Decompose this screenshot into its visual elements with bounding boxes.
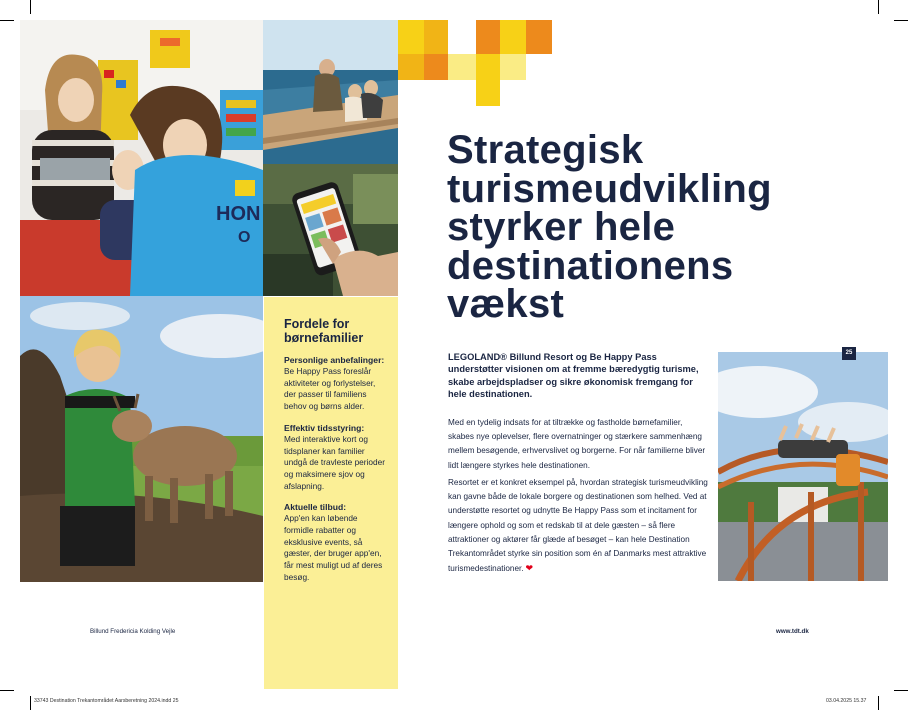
heart-icon: ❤ xyxy=(525,563,534,574)
print-slug-file: 33743 Destination Trekantområdet Aarsberetning 2024.indd 25 xyxy=(34,698,179,704)
crop-mark xyxy=(30,0,31,14)
page-title xyxy=(447,128,867,327)
sidebar-item-text: App'en kan løbende formidle rabatter og eksklusive events, så gæster, der bruger app'en, får mest muligt ud af deres besøg. xyxy=(284,513,383,582)
body-paragraph xyxy=(448,476,708,576)
photo-family-pier xyxy=(263,20,398,164)
crop-mark xyxy=(30,696,31,710)
crop-mark xyxy=(0,690,14,691)
title-line: destinationens xyxy=(447,243,734,288)
sidebar-benefits xyxy=(264,297,398,689)
title-line: Strategisk xyxy=(447,128,644,172)
page-number: 25 xyxy=(842,347,856,360)
crop-mark xyxy=(878,696,879,710)
sidebar-title: Fordele for børnefamilier xyxy=(284,317,364,345)
sidebar-item-heading: Effektiv tidsstyring: xyxy=(284,422,365,433)
body-paragraph: Med en tydelig indsats for at tiltrække og fastholde børnefamilier, skabes nye oplevelser, flere overnatninger og stærkere sammenhæng mellem besøgende, erhvervslivet og borgerne. For når familierne bliver lidt længere styrkes hele destinationen. xyxy=(448,418,706,470)
photo-boy-goat xyxy=(20,296,263,582)
crop-mark xyxy=(894,690,908,691)
svg-text:HON: HON xyxy=(216,203,261,225)
sidebar-item-heading: Aktuelle tilbud: xyxy=(284,502,347,513)
svg-text:O: O xyxy=(238,229,251,246)
photo-children-lego xyxy=(20,20,263,296)
footer-cities: Billund Fredericia Kolding Vejle xyxy=(90,628,176,635)
print-slug-date: 03.04.2025 15.37 xyxy=(826,698,867,704)
title-line: styrker hele xyxy=(447,205,676,250)
pixel-pattern xyxy=(398,20,552,106)
body-paragraph-text: Resortet er et konkret eksempel på, hvordan strategisk turismeudvikling kan gavne både de lokale borgere og destinationen som helhed. Ved at understøtte resortet og udnytte Be Happy Pass som et incitament for længere ophold og som et redskab til at dele gæsten – så flere attraktioner og aktører får glæde af besøget – kan hele Destination Trekantområdet styrke sin position som én af Danmarks mest attraktive turismedestinationer. xyxy=(448,478,708,574)
crop-mark xyxy=(894,20,908,21)
sidebar-item-text: Med interaktive kort og tidsplaner kan familier undgå de travleste perioder og maksimere sjov og afslapning. xyxy=(284,433,386,491)
lead-paragraph: LEGOLAND® Billund Resort og Be Happy Pass understøtter visionen om at fremme bæredygtig turisme, skabe arbejdspladser og sikre økonomisk fremgang for hele destinationen. xyxy=(448,352,699,399)
sidebar-item-text: Be Happy Pass foreslår aktiviteter og forlystelser, der passer til familiens behov og børns alder. xyxy=(284,366,376,412)
footer-website-link[interactable]: www.tdt.dk xyxy=(776,628,809,635)
crop-mark xyxy=(878,0,879,14)
photo-phone-app xyxy=(263,164,398,296)
crop-mark xyxy=(0,20,14,21)
photo-roller-coaster xyxy=(718,352,888,581)
title-line: turismeudvikling xyxy=(447,166,772,211)
sidebar-item-heading: Personlige anbefalinger: xyxy=(284,355,385,365)
title-line: vækst xyxy=(447,282,565,327)
